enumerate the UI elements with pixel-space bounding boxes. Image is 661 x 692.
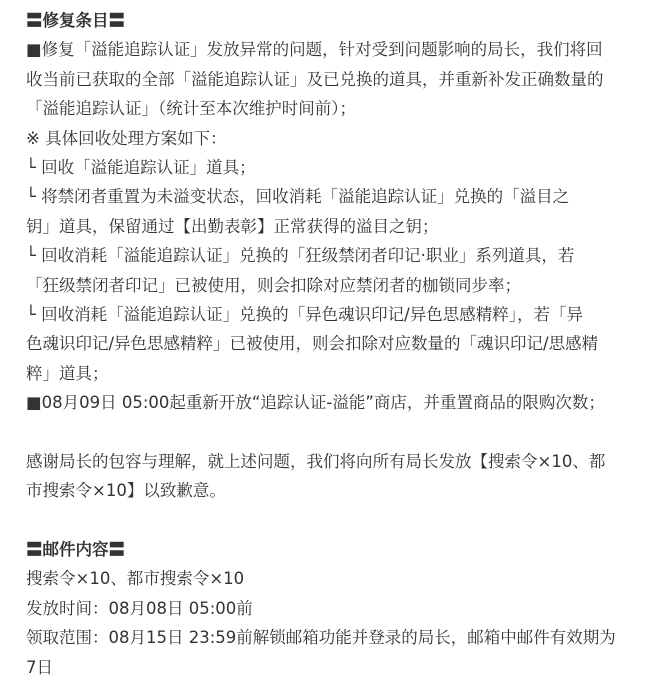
fix-plan-item-4-cont: 色魂识印记/异色思感精粹」已被使用，则会扣除对应数量的「魂识印记/思感精 bbox=[26, 334, 599, 354]
spacer bbox=[26, 506, 641, 535]
fix-plan-item-1: └ 回收「溢能追踪认证」道具； bbox=[26, 157, 256, 177]
fix-plan-intro: ※ 具体回收处理方案如下： bbox=[26, 128, 227, 148]
fix-line-2: 收当前已获取的全部「溢能追踪认证」及已兑换的道具，并重新补发正确数量的 bbox=[26, 69, 604, 89]
fix-line-3: 「溢能追踪认证」（统计至本次维护时间前）； bbox=[26, 99, 356, 119]
fix-plan-item-3: └ 回收消耗「溢能追踪认证」兑换的「狂级禁闭者印记·职业」系列道具，若 bbox=[26, 246, 575, 266]
fix-line-1: ■修复「溢能追踪认证」发放异常的问题，针对受到问题影响的局长，我们将回 bbox=[26, 40, 603, 60]
fix-plan-item-4-cont-2: 粹」道具； bbox=[26, 363, 109, 383]
fix-plan-item-2: └ 将禁闭者重置为未溢变状态，回收消耗「溢能追踪认证」兑换的「溢目之 bbox=[26, 187, 570, 207]
mail-items-line: 搜索令×10、都市搜索令×10 bbox=[26, 569, 245, 589]
thanks-line-1: 感谢局长的包容与理解，就上述问题，我们将向所有局长发放【搜索令×10、都 bbox=[26, 451, 606, 471]
fix-plan-item-3-cont: 「狂级禁闭者印记」已被使用，则会扣除对应禁闭者的枷锁同步率； bbox=[26, 275, 521, 295]
announcement-document bbox=[26, 6, 641, 682]
thanks-line-2: 市搜索令×10】以致歉意。 bbox=[26, 481, 226, 501]
fix-plan-item-2-cont: 钥」道具，保留通过【出勤表彰】正常获得的溢目之钥； bbox=[26, 216, 439, 236]
fix-section-heading: 〓修复条目〓 bbox=[26, 11, 125, 30]
shop-reopen-line: ■08月09日 05:00起重新开放“追踪认证-溢能”商店，并重置商品的限购次数； bbox=[26, 393, 605, 413]
spacer bbox=[26, 417, 641, 446]
mail-claim-scope: 领取范围：08月15日 23:59前解锁邮箱功能并登录的局长，邮箱中邮件有效期为 bbox=[26, 628, 616, 648]
fix-plan-item-4: └ 回收消耗「溢能追踪认证」兑换的「异色魂识印记/异色思感精粹」，若「异 bbox=[26, 304, 583, 324]
mail-claim-scope-cont: 7日 bbox=[26, 657, 53, 677]
mail-section-heading: 〓邮件内容〓 bbox=[26, 540, 125, 560]
mail-send-time: 发放时间：08月08日 05:00前 bbox=[26, 598, 253, 618]
